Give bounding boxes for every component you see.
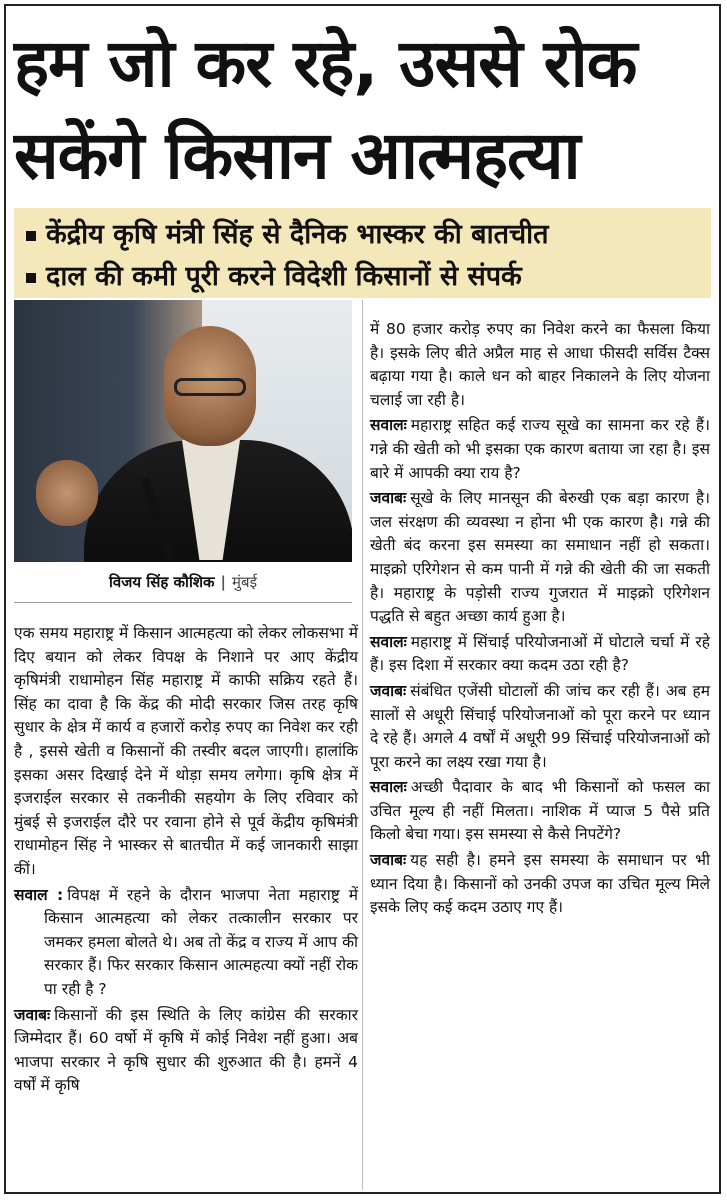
qa-text: सूखे के लिए मानसून की बेरुखी एक बड़ा कारण है। जल संरक्षण की व्यवस्था न होना भी एक कारण है। गन्ने की खेती बंद करना इस समस्या का समाधान नहीं हो सकता। माइक्रो एरिगेशन से कम पानी में गन्ने की खेती की जा सकती है। महाराष्ट्र के पड़ोसी राज्य गुजरात में माइक्रो एरिगेशन पद्धति से बहुत अच्छा कार्य हुआ है। bbox=[370, 489, 710, 626]
qa-answer bbox=[370, 487, 710, 629]
qa-tag: सवाल : bbox=[14, 885, 64, 904]
left-column bbox=[14, 622, 358, 1100]
qa-tag: जवाबः bbox=[370, 681, 407, 700]
qa-tag: जवाबः bbox=[370, 489, 407, 508]
qa-tag: सवालः bbox=[370, 416, 407, 435]
qa-question bbox=[14, 884, 358, 1002]
qa-text: विपक्ष में रहने के दौरान भाजपा नेता महाराष्ट्र में किसान आत्महत्या को लेकर तत्कालीन सरकार पर जमकर हमला बोलते थे। अब तो केंद्र व राज्य में आप की सरकार हैं। फिर सरकार किसान आत्महत्या क्यों नहीं रोक पा रही है ? bbox=[44, 885, 358, 998]
byline bbox=[14, 572, 352, 592]
qa-tag: जवाबः bbox=[370, 851, 407, 870]
qa-text: यह सही है। हमने इस समस्या के समाधान पर भी ध्यान दिया है। किसानों को उनकी उपज का उचित मूल्य मिले इसके लिए कई कदम उठाए गए हैं। bbox=[370, 851, 710, 917]
byline-author: विजय सिंह कौशिक bbox=[109, 573, 215, 591]
headline-line-1: हम जो कर रहे, उससे रोक bbox=[14, 25, 637, 102]
qa-tag: सवालः bbox=[370, 778, 407, 797]
byline-city: मुंबई bbox=[232, 573, 257, 591]
qa-question bbox=[370, 776, 710, 847]
qa-answer bbox=[14, 1004, 358, 1098]
qa-text: अच्छी पैदावार के बाद भी किसानों को फसल का उचित मूल्य ही नहीं मिलता। नाशिक में प्याज 5 पैसे प्रति किलो बेचा गया। इस समस्या से कैसे निपटेंगे? bbox=[370, 778, 710, 844]
qa-question bbox=[370, 414, 710, 485]
byline-separator: | bbox=[220, 573, 227, 591]
headline-line-2: सकेंगे किसान आत्महत्या bbox=[14, 117, 580, 194]
headline bbox=[14, 18, 714, 202]
continued-paragraph: में 80 हजार करोड़ रुपए का निवेश करने का फैसला किया है। इसके लिए बीते अप्रैल माह से आधा फीसदी सर्विस टैक्स बढ़ाया गया है। काले धन को बाहर निकालने के लिए योजना चलाई जा रही है। bbox=[370, 320, 710, 409]
column-divider bbox=[362, 300, 363, 1190]
qa-text: संबंधित एजेंसी घोटालों की जांच कर रही हैं। अब हम सालों से अधूरी सिंचाई परियोजनाओं को पूरा करने पर ध्यान दे रहे हैं। अगले 4 वर्षों में अधूरी 99 सिंचाई परियोजनाओं को पूरा करने का लक्ष्य रखा गया है। bbox=[370, 681, 710, 771]
qa-text: किसानों की इस स्थिति के लिए कांग्रेस की सरकार जिम्मेदार हैं। 60 वर्षो में कृषि में कोई निवेश नहीं हुआ। अब भाजपा सरकार ने कृषि सुधार की शुरुआत की है। हमनें 4 वर्षों में कृषि bbox=[14, 1005, 358, 1095]
qa-answer bbox=[370, 849, 710, 920]
qa-tag: जवाबः bbox=[14, 1005, 51, 1024]
qa-text: महाराष्ट्र में सिंचाई परियोजनाओं में घोटाले चर्चा में रहे हैं। इस दिशा में सरकार क्या कदम उठा रही है? bbox=[370, 632, 710, 675]
qa-tag: सवालः bbox=[370, 632, 407, 651]
right-column bbox=[370, 318, 710, 922]
qa-answer bbox=[370, 680, 710, 774]
divider bbox=[14, 602, 352, 603]
summary-bullets bbox=[14, 208, 711, 298]
qa-question bbox=[370, 631, 710, 678]
qa-text: महाराष्ट्र सहित कई राज्य सूखे का सामना कर रहे हैं। गन्ने की खेती को भी इसका एक कारण बताया जा रहा है। इस बारे में आपकी क्या राय है? bbox=[370, 416, 710, 482]
summary-bullet-1: केंद्रीय कृषि मंत्री सिंह से दैनिक भास्कर की बातचीत bbox=[26, 214, 549, 251]
summary-bullet-2: दाल की कमी पूरी करने विदेशी किसानों से संपर्क bbox=[26, 256, 522, 293]
minister-photo bbox=[14, 300, 352, 562]
intro-paragraph: एक समय महाराष्ट्र में किसान आत्महत्या को लेकर लोकसभा में दिए बयान को लेकर विपक्ष के निशाने पर आए केंद्रीय कृषिमंत्री राधामोहन सिंह महाराष्ट्र में काफी सक्रिय रहते हैं। सिंह का दावा है कि केंद्र की मोदी सरकार जिस तरह कृषि सुधार के क्षेत्र में कार्य व हजारों करोड़ रुपए का निवेश कर रही है , इससे खेती व किसानों की तस्वीर बदल जाएगी। हालांकि इसका असर दिखाई देने में थोड़ा समय लगेगा। कृषि क्षेत्र में इजराईल सरकार से तकनीकी सहयोग के लिए रविवार को मुंबई से इजराईल दौरे पर रवाना होने से पूर्व केंद्रीय कृषिमंत्री राधामोहन सिंह ने भास्कर से बातचीत में कई जानकारी साझा कीं। bbox=[14, 624, 358, 878]
